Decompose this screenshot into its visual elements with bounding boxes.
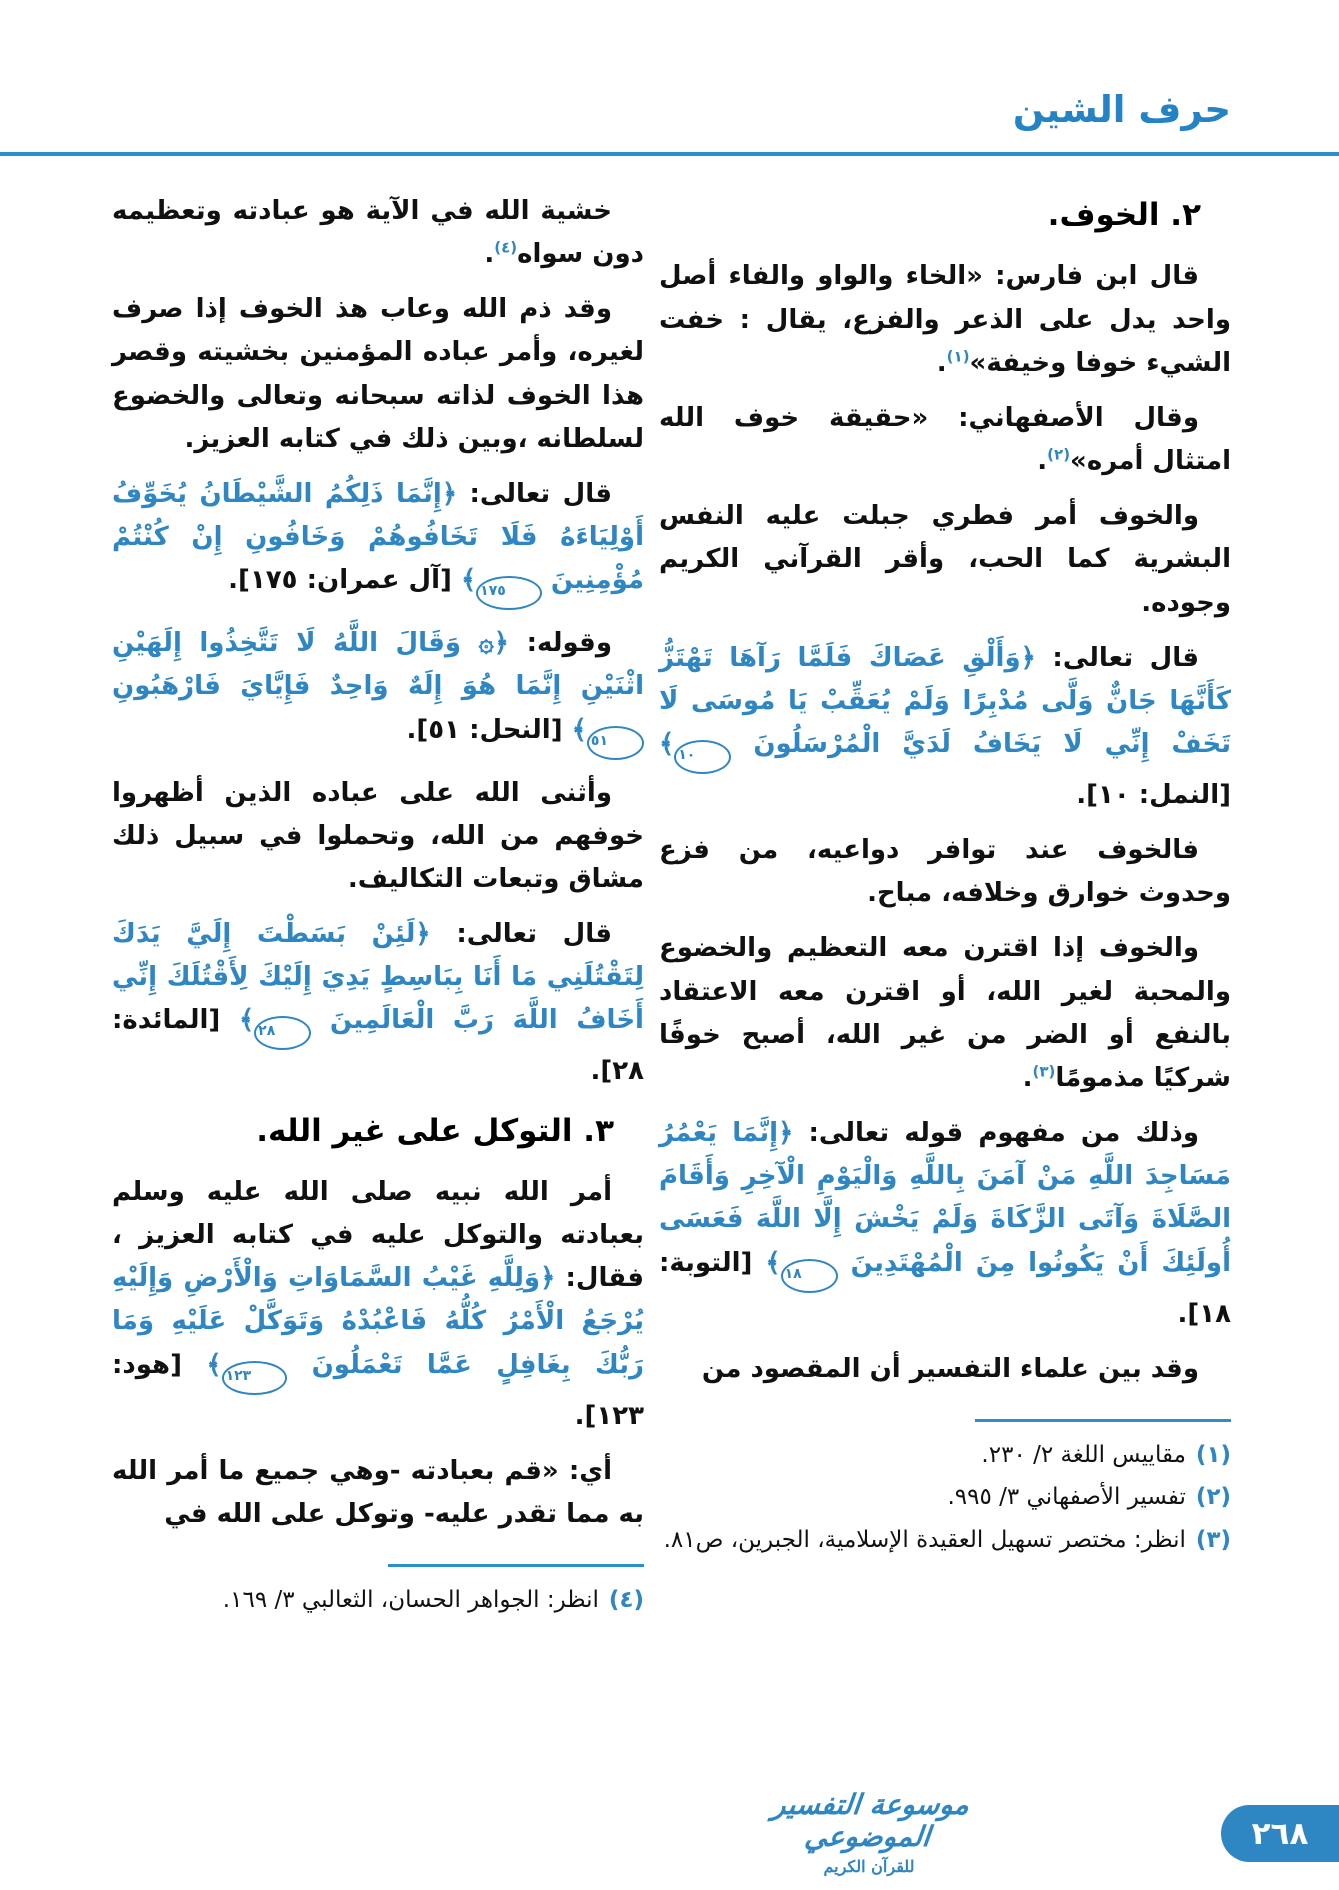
footnote-text: انظر: الجواهر الحسان، الثعالبي ٣/ ١٦٩. xyxy=(222,1587,599,1614)
paragraph xyxy=(659,927,1231,1100)
paragraph xyxy=(112,190,644,276)
quran-verse: ﴿وَلِلَّهِ غَيْبُ السَّمَاوَاتِ وَالْأَرْضِ وَإِلَيْهِ يُرْجَعُ الْأَمْرُ كُلُّهُ فَاعْبُدْهُ وَتَوَكَّلْ عَلَيْهِ وَمَا رَبُّكَ بِغَافِلٍ عَمَّا تَعْمَلُونَ xyxy=(112,1263,644,1380)
footnote-text: مقاييس اللغة ٢/ ٢٣٠. xyxy=(981,1441,1186,1468)
section-heading-tawakkul: ٣. التوكل على غير الله. xyxy=(256,1112,614,1149)
ayah-number-roundel: ٢٨ xyxy=(254,1016,311,1050)
footnote-marker: (٣) xyxy=(1032,1062,1056,1081)
footnote-separator xyxy=(388,1564,644,1567)
publisher-logo-title: موسوعة التفسير الموضوعي xyxy=(770,1788,971,1854)
verse-reference: [التوبة: ١٨]. xyxy=(659,1247,1231,1329)
footnote-marker: (٤) xyxy=(494,238,518,257)
ayah-number-roundel: ٥١ xyxy=(587,726,644,760)
quran-verse: ﴿إِنَّمَا ذَلِكُمُ الشَّيْطَانُ يُخَوِّفُ أَوْلِيَاءَهُ فَلَا تَخَافُوهُمْ وَخَافُونِ إِنْ كُنْتُمْ مُؤْمِنِينَ xyxy=(112,478,644,596)
page-header xyxy=(1013,88,1231,131)
paragraph-tail: . xyxy=(484,239,495,270)
publisher-logo-subtitle: للقرآن الكريم xyxy=(823,1856,915,1876)
verse-intro: قال تعالى: xyxy=(456,919,612,950)
verse-paragraph xyxy=(659,637,1231,817)
footnote-number: (٤) xyxy=(608,1587,644,1614)
verse-reference: [المائدة: ٢٨]. xyxy=(112,1005,644,1087)
quran-verse: ﴿۞ وَقَالَ اللَّهُ لَا تَتَّخِذُوا إِلَهَيْنِ اثْنَيْنِ إِنَّمَا هُوَ إِلَهٌ وَاحِدٌ فَإِيَّايَ فَارْهَبُونِ xyxy=(112,628,644,702)
verse-paragraph xyxy=(112,473,644,610)
paragraph-text: أي: «قم بعبادته -وهي جميع ما أمر الله به مما تقدر عليه- وتوكل على الله في xyxy=(112,1455,644,1529)
verse-paragraph xyxy=(112,913,644,1093)
quran-verse: ﴿إِنَّمَا يَعْمُرُ مَسَاجِدَ اللَّهِ مَنْ آمَنَ بِاللَّهِ وَالْيَوْمِ الْآخِرِ وَأَقَامَ الصَّلَاةَ وَآتَى الزَّكَاةَ وَلَمْ يَخْشَ إِلَّا اللَّهَ فَعَسَى أُولَئِكَ أَنْ يَكُونُوا مِنَ الْمُهْتَدِينَ xyxy=(659,1118,1231,1278)
verse-intro: أمر الله نبيه صلى الله عليه وسلم بعبادته والتوكل عليه في كتابه العزيز ، فقال: xyxy=(112,1176,644,1294)
paragraph xyxy=(112,288,644,461)
paragraph-text: وقد بين علماء التفسير أن المقصود من xyxy=(701,1353,1199,1384)
column-left xyxy=(112,190,644,1626)
paragraph xyxy=(659,829,1231,915)
page-number-badge xyxy=(1221,1805,1339,1862)
paragraph xyxy=(659,397,1231,483)
quran-verse: ﴿وَأَلْقِ عَصَاكَ فَلَمَّا رَآهَا تَهْتَزُّ كَأَنَّهَا جَانٌّ وَلَّى مُدْبِرًا وَلَمْ يُعَقِّبْ يَا مُوسَى لَا تَخَفْ إِنِّي لَا يَخَافُ لَدَيَّ الْمُرْسَلُونَ xyxy=(659,642,1232,760)
publisher-logo xyxy=(719,1789,1019,1876)
footnote-text: تفسير الأصفهاني ٣/ ٩٩٥. xyxy=(947,1484,1186,1511)
paragraph xyxy=(659,495,1231,624)
paragraph-text: خشية الله في الآية هو عبادته وتعظيمه دون سواه xyxy=(112,196,644,270)
paragraph-text: والخوف إذا اقترن معه التعظيم والخضوع والمحبة لغير الله، أو اقترن معه الاعتقاد بالنفع أو الضر من غير الله، أصبح خوفًا شركيًا مذمومًا xyxy=(659,933,1231,1093)
quran-close-bracket: ﴾ xyxy=(238,1005,255,1036)
verse-paragraph xyxy=(112,1171,644,1438)
footnote-marker: (١) xyxy=(946,347,970,366)
quran-close-bracket: ﴾ xyxy=(765,1247,781,1278)
verse-reference: [النحل: ٥١]. xyxy=(406,714,563,745)
paragraph-text: وقد ذم الله وعاب هذ الخوف إذا صرف لغيره، وأمر عباده المؤمنين بخشيته وقصر هذا الخوف لذاته سبحانه وتعالى والخضوع لسلطانه ،وبين ذلك في كتابه العزيز. xyxy=(112,294,644,454)
quran-close-bracket: ﴾ xyxy=(206,1349,222,1380)
quran-close-bracket: ﴾ xyxy=(571,714,587,745)
column-right xyxy=(659,190,1231,1565)
chapter-title: حرف الشين xyxy=(1012,88,1231,131)
footnote xyxy=(659,1523,1231,1558)
page-number: ٢٦٨ xyxy=(1251,1815,1309,1852)
ayah-number-roundel: ١٢٣ xyxy=(222,1361,288,1395)
verse-intro: وقوله: xyxy=(526,628,612,659)
paragraph xyxy=(659,255,1231,384)
paragraph-text: قال ابن فارس: «الخاء والواو والفاء أصل واحد يدل على الذعر والفزع، يقال : خفت الشيء خوفا وخيفة» xyxy=(659,261,1231,378)
verse-intro: قال تعالى: xyxy=(469,478,612,509)
paragraph-tail: . xyxy=(1022,1062,1033,1093)
quran-close-bracket: ﴾ xyxy=(460,565,477,596)
verse-reference: [النمل: ١٠]. xyxy=(1076,780,1231,811)
ayah-number-roundel: ١٧٥ xyxy=(476,576,542,610)
paragraph-tail: . xyxy=(1037,446,1048,477)
footnote xyxy=(112,1583,644,1618)
footnote-number: (٣) xyxy=(1195,1526,1231,1553)
paragraph-tail: . xyxy=(936,347,947,378)
paragraph-text: وقال الأصفهاني: «حقيقة خوف الله امتثال أمره» xyxy=(659,402,1231,477)
verse-paragraph xyxy=(659,1112,1231,1336)
verse-intro: قال تعالى: xyxy=(1052,642,1199,673)
footnote-number: (١) xyxy=(1195,1441,1231,1468)
footnote xyxy=(659,1438,1231,1473)
paragraph-text: فالخوف عند توافر دواعيه، من فزع وحدوث خوارق وخلافه، مباح. xyxy=(659,835,1231,909)
verse-reference: [هود: ١٢٣]. xyxy=(112,1349,644,1431)
footnote-number: (٢) xyxy=(1195,1484,1231,1511)
quran-close-bracket: ﴾ xyxy=(659,729,675,760)
paragraph xyxy=(112,772,644,901)
paragraph xyxy=(112,1450,644,1536)
verse-reference: [آل عمران: ١٧٥]. xyxy=(228,565,452,596)
verse-intro: وذلك من مفهوم قوله تعالى: xyxy=(808,1118,1199,1149)
footnote-text: انظر: مختصر تسهيل العقيدة الإسلامية، الجبرين، ص٨١. xyxy=(663,1526,1186,1553)
header-divider xyxy=(0,152,1339,156)
ayah-number-roundel: ١٠ xyxy=(674,740,731,774)
footnotes-right xyxy=(659,1419,1231,1558)
paragraph xyxy=(659,1348,1231,1391)
footnotes-left xyxy=(112,1564,644,1618)
ayah-number-roundel: ١٨ xyxy=(781,1259,838,1293)
footnote-separator xyxy=(975,1419,1231,1422)
footnote xyxy=(659,1480,1231,1515)
paragraph-text: والخوف أمر فطري جبلت عليه النفس البشرية كما الحب، وأقر القرآني الكريم وجوده. xyxy=(659,501,1231,618)
paragraph-text: وأثنى الله على عباده الذين أظهروا خوفهم من الله، وتحملوا في سبيل ذلك مشاق وتبعات التكاليف. xyxy=(112,777,644,894)
quran-verse: ﴿لَئِنْ بَسَطْتَ إِلَيَّ يَدَكَ لِتَقْتُلَنِي مَا أَنَا بِبَاسِطٍ يَدِيَ إِلَيْكَ لِأَقْتُلَكَ إِنِّي أَخَافُ اللَّهَ رَبَّ الْعَالَمِينَ xyxy=(112,919,644,1036)
verse-paragraph xyxy=(112,622,644,759)
section-heading-fear: ٢. الخوف. xyxy=(1047,197,1201,233)
footnote-marker: (٢) xyxy=(1047,445,1071,464)
